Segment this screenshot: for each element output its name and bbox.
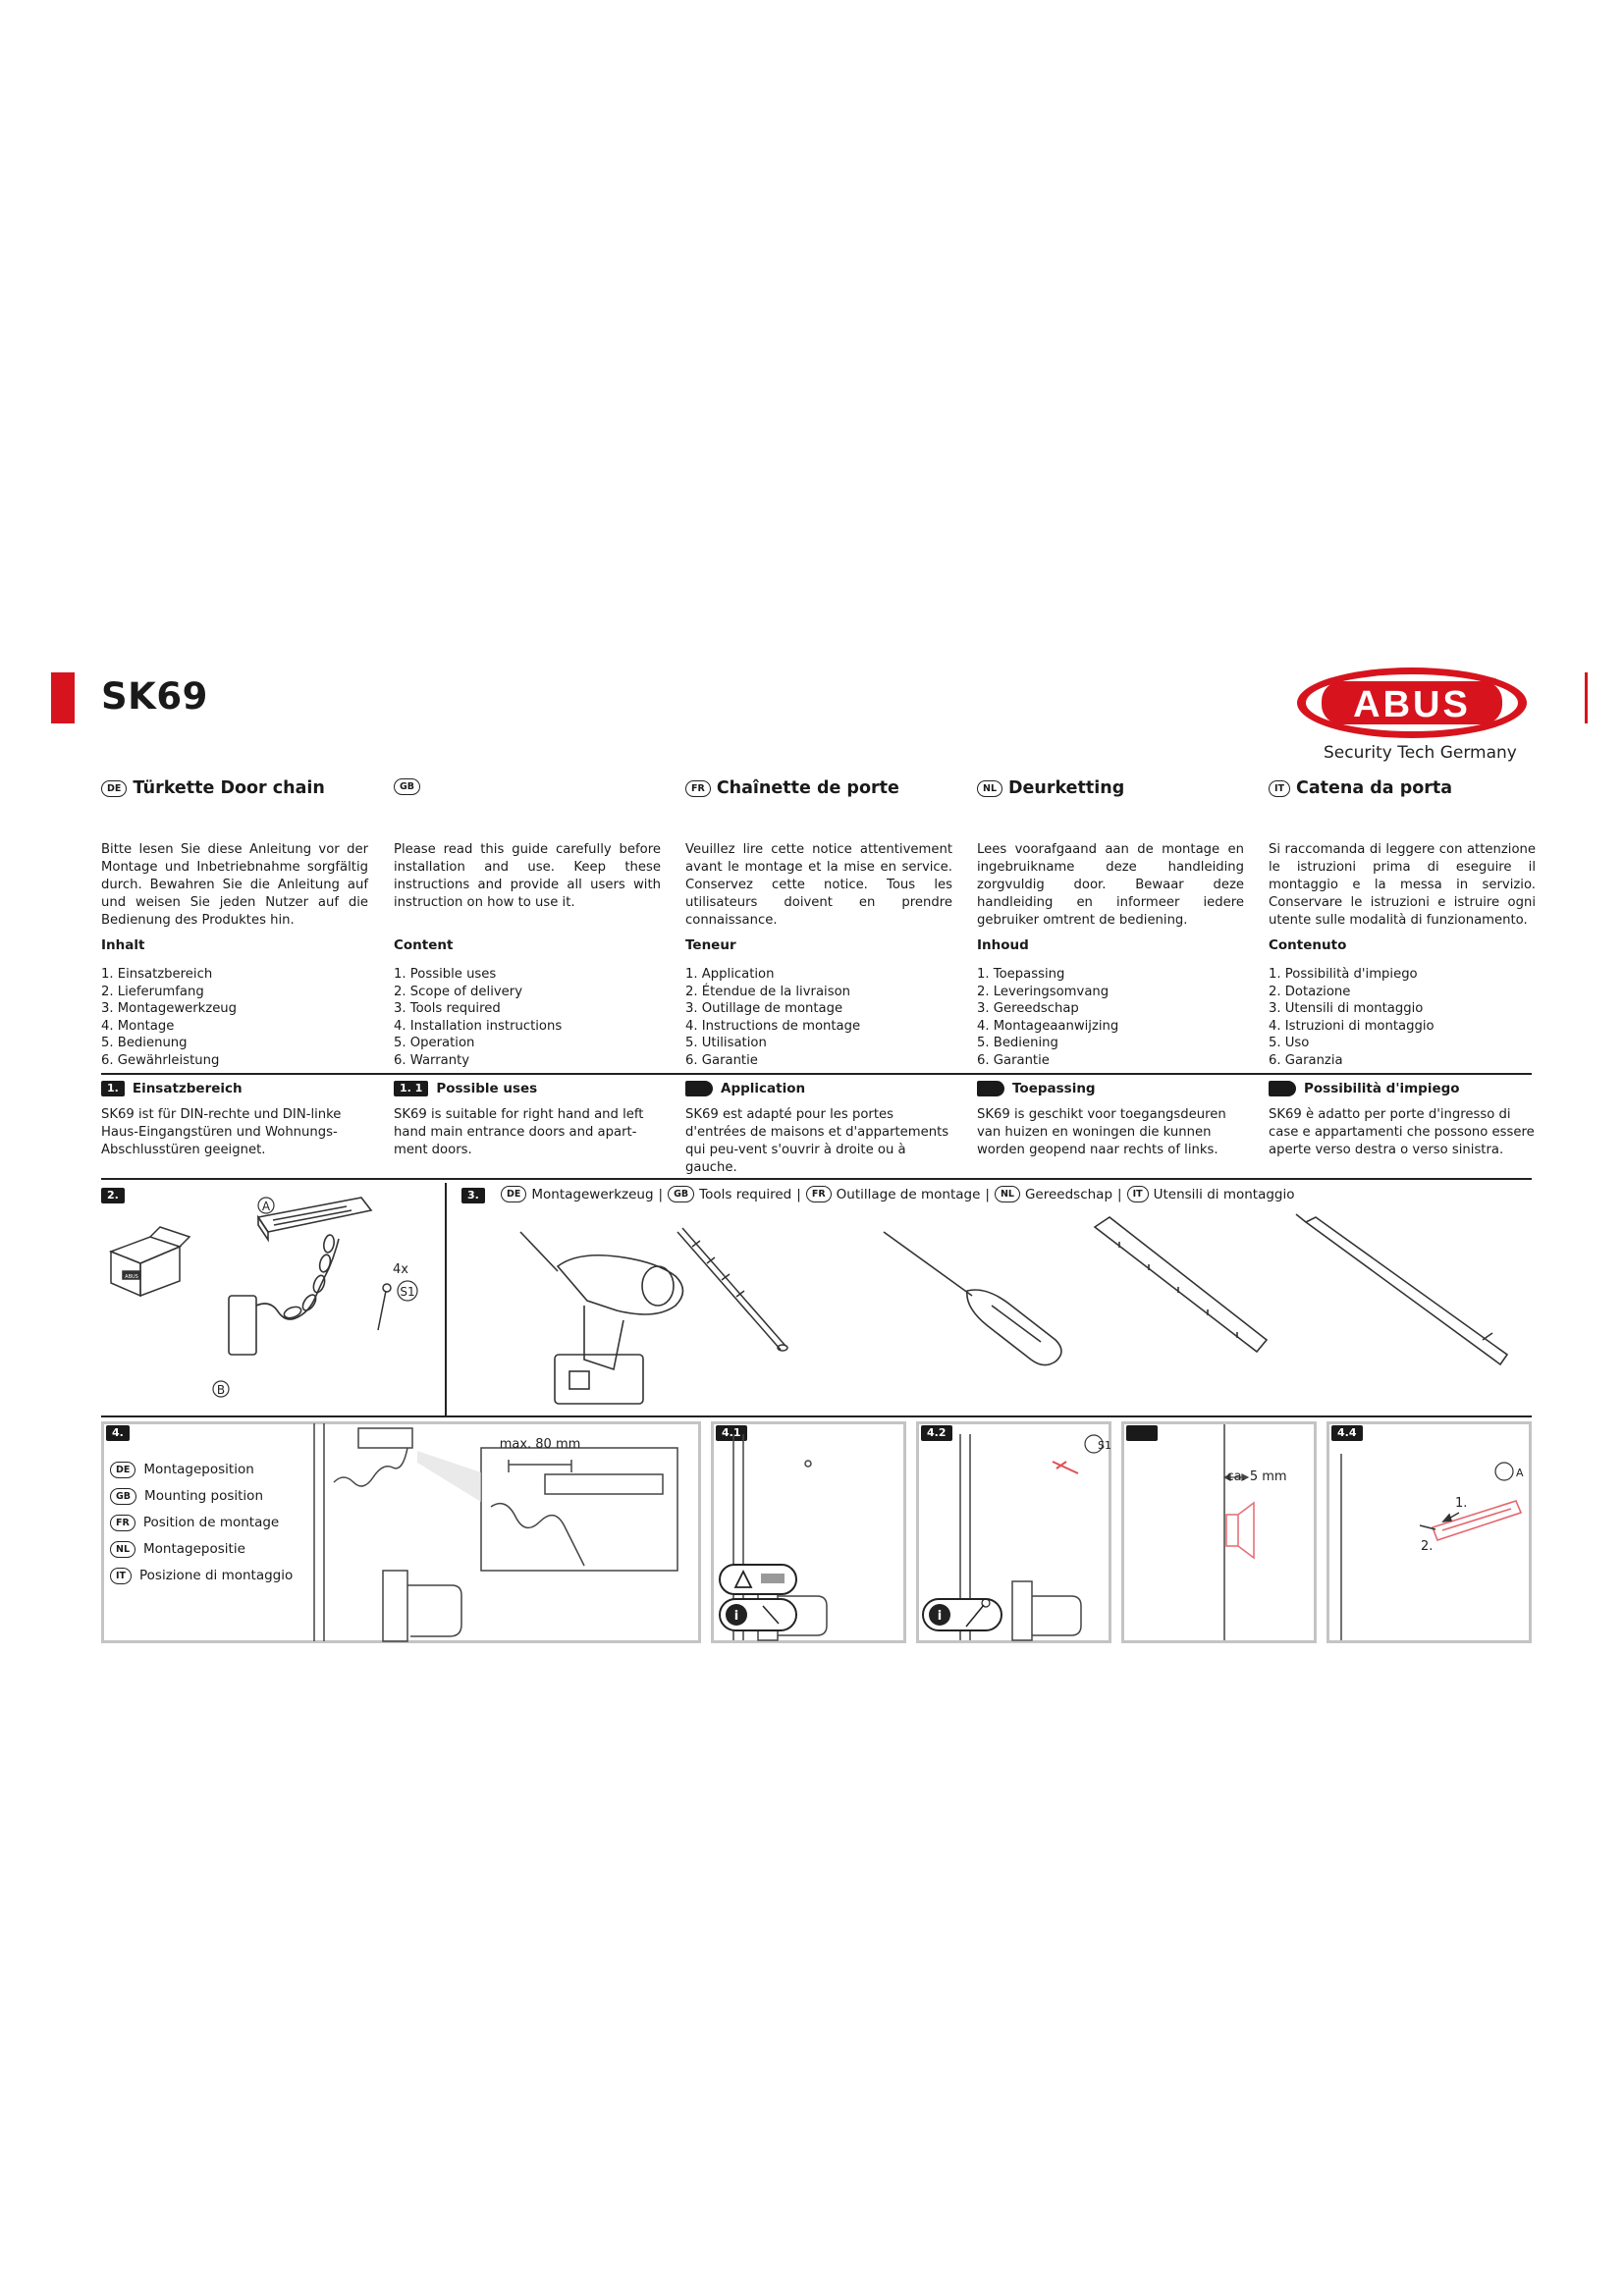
col-heading-it: IT Catena da porta: [1269, 778, 1452, 798]
col-heading-de: DE Türkette Door chain: [101, 778, 325, 798]
svg-text:i: i: [937, 1609, 943, 1624]
svg-text:i: i: [733, 1609, 739, 1624]
toc-item: 2. Scope of delivery: [394, 984, 522, 999]
s1-heading-nl: Toepassing: [977, 1081, 1096, 1096]
label-b: B: [216, 1383, 226, 1397]
toc-item: 3. Montagewerkzeug: [101, 1001, 238, 1017]
package-box-icon: [111, 1227, 189, 1296]
s1-heading-gb: 1. 1 Possible uses: [394, 1081, 537, 1096]
toc-fr: [685, 966, 860, 1070]
screw-icon: [1053, 1462, 1078, 1473]
fig42-badge: 4.2: [921, 1425, 952, 1441]
label-s1: S1: [1098, 1439, 1111, 1452]
s1-text-fr: SK69 est adapté pour les portes d'entrées de maisons et d'appartements qui peu-vent s'ouvrir à droite ou à gauche.: [685, 1107, 949, 1175]
section-arrow-icon: [685, 1081, 713, 1096]
fig4-drawing: [304, 1423, 697, 1641]
toc-item: 5. Bedienung: [101, 1036, 188, 1051]
s1-text-it: SK69 è adatto per porte d'ingresso di case e appartamenti che possono essere aperte verso destra o verso sinistra.: [1269, 1107, 1535, 1157]
s1-text-nl: SK69 is geschikt voor toegangsdeuren van huizen en woningen die kunnen worden geopend naar rechts of links.: [977, 1107, 1226, 1157]
svg-text:ABUS: ABUS: [125, 1274, 138, 1280]
mounting-position-list: DE Montageposition GB Mounting position FR Position de montage NL Montagepositie IT Posizione di montaggio: [110, 1457, 293, 1589]
s1-text-gb: SK69 is suitable for right hand and left hand main entrance doors and apart-ment doors.: [394, 1107, 644, 1157]
tools-line: DE Montagewerkzeug | GB Tools required | FR Outillage de montage | NL Gereedschap | IT Utensili di montaggio: [501, 1186, 1295, 1202]
accent-tick: [1585, 672, 1588, 723]
divider: [101, 1415, 1532, 1417]
lang-badge: FR: [685, 780, 711, 797]
section-arrow-icon: [977, 1081, 1004, 1096]
lang-badge: NL: [977, 780, 1002, 797]
lang-badge: GB: [394, 778, 420, 795]
drill-icon: [520, 1232, 683, 1404]
toc-item: 3. Gereedschap: [977, 1001, 1079, 1017]
brand-text: ABUS: [1353, 684, 1471, 725]
step-2-label: 2.: [1421, 1539, 1434, 1554]
fig41-badge: 4.1: [716, 1425, 747, 1441]
s1-heading-fr: Application: [685, 1081, 805, 1096]
toc-item: 5. Uso: [1269, 1036, 1310, 1051]
toc-item: 6. Gewährleistung: [101, 1052, 220, 1068]
toc-item: 5. Utilisation: [685, 1036, 767, 1051]
intro-fr: Veuillez lire cette notice attentivement avant le montage et la mise en service. Conservez cette notice. Tous les utilisateurs doivent en prendre connaissance.: [685, 842, 952, 928]
s1-heading-de: 1. Einsatzbereich: [101, 1081, 243, 1096]
divider: [101, 1073, 1532, 1075]
toc-item: 5. Bediening: [977, 1036, 1058, 1051]
toc-de: [101, 966, 237, 1070]
divider: [101, 1178, 1532, 1180]
fig44-badge: 4.4: [1331, 1425, 1363, 1441]
col-heading-gb: [394, 778, 426, 795]
toc-title-nl: Inhoud: [977, 937, 1029, 953]
s1-text-de: SK69 ist für DIN-rechte und DIN-linke Haus-Eingangstüren und Wohnungs-Abschlusstüren geeignet.: [101, 1107, 342, 1157]
toc-item: 6. Garantie: [977, 1052, 1050, 1068]
detail-inset-icon: [481, 1448, 677, 1571]
info-icon: [720, 1599, 796, 1630]
toc-it: [1269, 966, 1435, 1070]
fig41-drawing: [714, 1424, 903, 1640]
abus-logo: [1294, 665, 1530, 741]
fig44-drawing: [1329, 1424, 1529, 1640]
toc-title-de: Inhalt: [101, 937, 145, 953]
drill-bit-icon: [677, 1228, 787, 1351]
chain-bracket-icon: [229, 1198, 371, 1355]
toc-item: 1. Einsatzbereich: [101, 967, 213, 982]
intro-nl: Lees voorafgaand aan de montage en ingebruikname deze handleiding zorgvuldig door. Bewaar deze handleiding en informeer iedere gebruiker omtrent de bediening.: [977, 842, 1244, 928]
screwdriver-icon: [884, 1232, 1061, 1365]
lang-badge: IT: [1269, 780, 1290, 797]
intro-gb: Please read this guide carefully before installation and use. Keep these instructions and provide all users with instruction on how to use it.: [394, 842, 661, 910]
toc-item: 6. Garantie: [685, 1052, 758, 1068]
warning-drill-icon: [720, 1565, 796, 1594]
toc-item: 4. Installation instructions: [394, 1018, 563, 1034]
intro-de: Bitte lesen Sie diese Anleitung vor der Montage und Inbetriebnahme sorgfältig durch. Bewahren Sie die Anleitung auf und weisen Sie jeden Nutzer auf die Bedienung des Produktes hin.: [101, 842, 368, 928]
fig43-drawing: [1124, 1424, 1314, 1640]
toc-title-fr: Teneur: [685, 937, 736, 953]
section-arrow-icon: [1269, 1081, 1296, 1096]
toc-item: 6. Warranty: [394, 1052, 470, 1068]
fig3-badge: 3.: [461, 1188, 485, 1203]
info-icon: [923, 1599, 1001, 1630]
toc-item: 1. Toepassing: [977, 967, 1065, 982]
fig2-badge: 2.: [101, 1188, 125, 1203]
toc-item: 2. Étendue de la livraison: [685, 984, 850, 999]
toc-item: 4. Istruzioni di montaggio: [1269, 1018, 1435, 1034]
accent-bar: [51, 672, 75, 723]
bracket-side-icon: [1226, 1503, 1254, 1558]
fig2-scope-of-delivery: [101, 1193, 445, 1414]
label-a: A: [1516, 1467, 1524, 1479]
door-frame-icon: [314, 1423, 461, 1641]
toc-item: 2. Leveringsomvang: [977, 984, 1110, 999]
intro-it: Si raccomanda di leggere con attenzione le istruzioni prima di eseguire il montaggio e la messa in servizio. Conservare le istruzioni e istruire ogni utente sulle modalità di funzionamento.: [1269, 842, 1536, 928]
toc-item: 4. Instructions de montage: [685, 1018, 861, 1034]
toc-item: 3. Outillage de montage: [685, 1001, 843, 1017]
toc-item: 4. Montage: [101, 1018, 175, 1034]
label-s1: S1: [400, 1285, 415, 1299]
s1-heading-it: Possibilità d'impiego: [1269, 1081, 1460, 1096]
toc-title-it: Contenuto: [1269, 937, 1347, 953]
toc-item: 3. Utensili di montaggio: [1269, 1001, 1424, 1017]
label-quantity: 4x: [393, 1262, 408, 1277]
toc-item: 1. Possible uses: [394, 967, 497, 982]
label-a: A: [261, 1200, 271, 1213]
gap-label: ca. 5 mm: [1226, 1469, 1287, 1484]
pencil-icon: [1296, 1214, 1507, 1364]
fig42-drawing: [919, 1424, 1109, 1640]
step-1-label: 1.: [1455, 1496, 1468, 1511]
toc-item: 3. Tools required: [394, 1001, 501, 1017]
toc-item: 4. Montageaanwijzing: [977, 1018, 1119, 1034]
max-distance-label: max. 80 mm: [499, 1437, 581, 1452]
toc-gb: [394, 966, 562, 1070]
page-title: SK69: [101, 675, 208, 718]
toc-item: 2. Dotazione: [1269, 984, 1351, 999]
spirit-level-icon: [1095, 1217, 1267, 1352]
toc-item: 1. Possibilità d'impiego: [1269, 967, 1418, 982]
toc-nl: [977, 966, 1118, 1070]
fig4-badge: 4.: [106, 1425, 130, 1441]
lang-badge: DE: [101, 780, 127, 797]
toc-item: 1. Application: [685, 967, 775, 982]
screw-icon: [378, 1284, 391, 1330]
fig3-tools: [481, 1212, 1532, 1418]
toc-title-gb: Content: [394, 937, 454, 953]
col-heading-nl: NL Deurketting: [977, 778, 1124, 798]
tagline: Security Tech Germany: [1324, 743, 1517, 763]
col-heading-fr: FR Chaînette de porte: [685, 778, 899, 798]
fig-separator: [445, 1183, 447, 1416]
toc-item: 2. Lieferumfang: [101, 984, 204, 999]
toc-item: 5. Operation: [394, 1036, 475, 1051]
toc-item: 6. Garanzia: [1269, 1052, 1343, 1068]
